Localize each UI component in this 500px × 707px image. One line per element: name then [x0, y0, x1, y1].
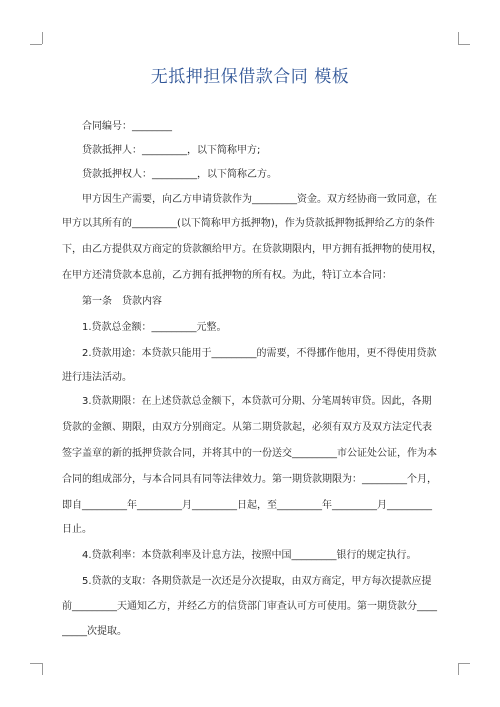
clause-line: 日止。: [62, 524, 92, 535]
clause-line: 合同的组成部分，与本合同具有同等法律效力。第一期贷款期限为：_________个月，: [62, 474, 437, 485]
crop-mark-top-right-h: [458, 44, 470, 45]
clause-line: 1.贷款总金额：_________元整。: [82, 322, 227, 333]
clause-line: 前_________天通知乙方，并经乙方的信贷部门审查认可方可使用。第一期贷款分____: [62, 601, 437, 612]
clause-line: 即自_________年_________月_________日起，至_________年_________月_________: [62, 500, 432, 511]
crop-mark-bottom-left-v: [42, 663, 43, 675]
crop-mark-top-left-h: [30, 44, 42, 45]
contract-number-line: 合同编号：________: [82, 121, 172, 132]
clause-line: 5.贷款的支取：各期贷款是一次还是分次提取，由双方商定，甲方每次提款应提: [82, 576, 432, 587]
crop-mark-top-left-v: [42, 32, 43, 44]
article-heading: 第一条 贷款内容: [82, 296, 162, 307]
clause-line: 签字盖章的新的抵押贷款合同，并将其中的一份送交_________市公证处公证，作为本: [62, 448, 437, 459]
crop-mark-top-right-v: [458, 32, 459, 44]
paragraph-line: 下，由乙方提供双方商定的贷款额给甲方。在贷款期限内，甲方拥有抵押物的使用权，: [62, 244, 442, 255]
paragraph-line: 甲方因生产需要，向乙方申请贷款作为_________资金。双方经协商一致同意，在: [82, 194, 437, 205]
clause-line: 4.贷款利率：本贷款利率及计息方法，按照中国_________银行的规定执行。: [82, 550, 417, 561]
crop-mark-bottom-left-h: [30, 663, 42, 664]
pledgee-line: 贷款抵押权人：_________，以下简称乙方。: [82, 169, 277, 180]
paragraph-line: 甲方以其所有的_________(以下简称甲方抵押物)，作为贷款抵押物抵押给乙方的条件: [62, 218, 435, 229]
clause-line: _____次提取。: [62, 626, 127, 637]
paragraph-line: 在甲方还清贷款本息前，乙方拥有抵押物的所有权。为此，特订立本合同：: [62, 270, 392, 281]
clause-line: 3.贷款期限：在上述贷款总金额下，本贷款可分期、分笔周转审贷。因此，各期: [82, 396, 432, 407]
crop-mark-bottom-right-h: [458, 663, 470, 664]
clause-line: 进行违法活动。: [62, 372, 132, 383]
document-title: 无抵押担保借款合同 模板: [150, 67, 350, 87]
clause-line: 2.贷款用途：本贷款只能用于_________的需要，不得挪作他用，更不得使用贷款: [82, 348, 437, 359]
lender-pledger-line: 贷款抵押人：_________，以下简称甲方;: [82, 145, 261, 156]
crop-mark-bottom-right-v: [458, 663, 459, 675]
clause-line: 贷款的金额、期限，由双方分别商定。从第二期贷款起，必须有双方及双方法定代表: [62, 422, 432, 433]
